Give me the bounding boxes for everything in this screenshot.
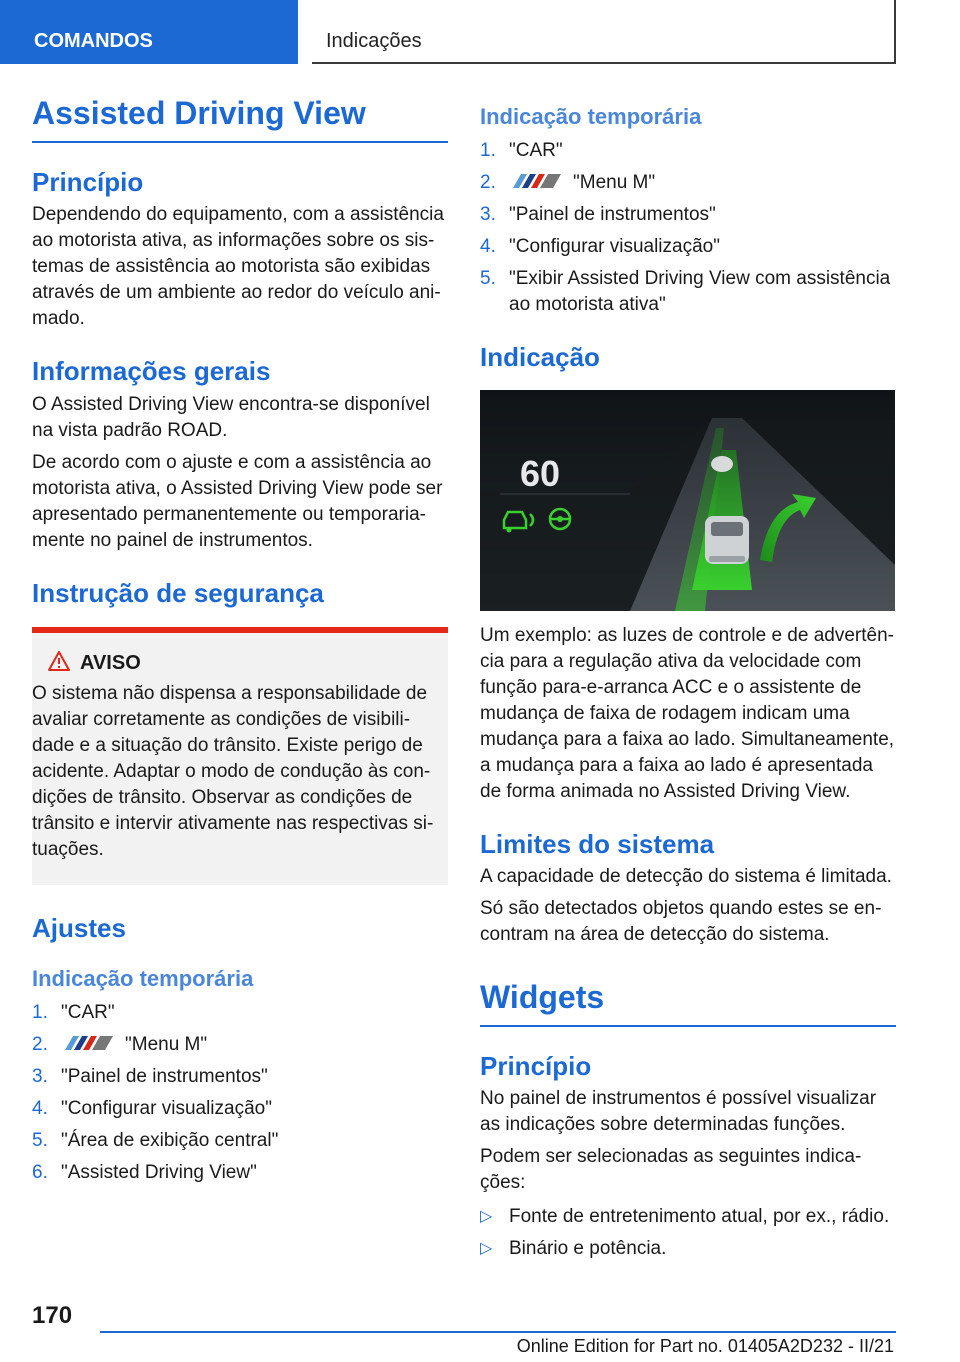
temp-steps [480,138,896,318]
bmw-m-logo-icon [61,1035,117,1051]
right-column [480,104,896,1268]
step-text: "Assisted Driving View" [61,1162,257,1184]
widgets-text-2: Podem ser selecionadas as seguintes indicações: [480,1146,862,1194]
step-number: 1. [32,1002,48,1024]
gerais-heading: Informações gerais [32,356,271,387]
step-number: 3. [32,1066,48,1088]
step-text: "CAR" [509,140,563,162]
step-text [509,170,655,196]
step-text: "Configurar visualização" [509,236,720,258]
step-item [32,1032,448,1058]
step-text: "CAR" [61,1002,115,1024]
step-text: "Painel de instrumentos" [509,204,716,226]
chapter-tab: Indicações [312,0,896,64]
list-item-text: Binário e potência. [509,1238,667,1260]
limites-text-1: A capacidade de detecção do sistema é limitada. [480,865,892,887]
seguranca-heading: Instrução de segurança [32,577,324,608]
step-item [32,1064,448,1090]
page-title: Assisted Driving View [32,96,448,143]
step-number: 5. [480,268,496,290]
ajustes-heading: Ajustes [32,912,126,943]
warning-label: AVISO [80,652,141,675]
left-column [32,96,448,1192]
bullet-triangle-icon: ▷ [480,1208,493,1226]
warning-text: O sistema não dispensa a responsabilidade de avaliar corretamente as condições de visibilidade e a situação do trânsito. Existe perigo de acidente. Adaptar o modo de condução às condições de trânsito. Observar as condições de trânsito e intervir ativamente nas respectivas situações. [32,682,434,860]
warning-header [32,651,448,677]
step-item [480,266,896,318]
step-text: "Exibir Assisted Driving View com assistência ao motorista ativa" [509,268,891,316]
principio-heading: Princípio [32,167,144,198]
step-number: 5. [32,1130,48,1152]
list-item [480,1236,896,1262]
display-caption: Um exemplo: as luzes de controle e de advertência para a regulação ativa da velocidade com função para-e-arranca ACC e o assistente de mudança de faixa de rodagem indicam uma mudança para a faixa ao lado. Simultaneamente, a mudança para a faixa ao lado é apresentada de forma animada no Assisted Driving View. [480,624,895,802]
edition-note: Online Edition for Part no. 01405A2D232 - II/21 [516,1336,894,1356]
speed-readout: 60 [520,452,561,494]
page-number: 170 [32,1302,73,1329]
step-item [32,1160,448,1186]
widgets-title: Widgets [480,980,896,1027]
widgets-text-1: No painel de instrumentos é possível visualizar as indicações sobre determinadas funções. [480,1088,877,1136]
bullet-triangle-icon: ▷ [480,1240,493,1258]
bmw-m-logo-icon [509,173,565,189]
step-number: 2. [32,1034,48,1056]
limites-heading: Limites do sistema [480,828,715,859]
step-item [32,1128,448,1154]
step-number: 1. [480,140,496,162]
step-text: "Configurar visualização" [61,1098,272,1120]
warning-triangle-icon [32,651,80,677]
widgets-principio-heading: Princípio [480,1050,592,1081]
section-tab: COMANDOS [0,0,298,64]
gerais-text-1: O Assisted Driving View encontra-se disponível na vista padrão ROAD. [32,393,430,441]
footer-rule [100,1331,896,1333]
limites-text-2: Só são detectados objetos quando estes se encontram na área de detecção do sistema. [480,897,882,945]
step-number: 2. [480,172,496,194]
assisted-driving-display [480,390,895,611]
principio-text: Dependendo do equipamento, com a assistência ao motorista ativa, as informações sobre os sistemas de assistência ao motorista são exibidas através de um ambiente ao redor do veículo animado. [32,204,444,330]
indicacao-heading: Indicação [480,342,600,373]
step-item [32,1096,448,1122]
ajustes-subheading: Indicação temporária [32,965,254,991]
step-number: 4. [480,236,496,258]
step-item [480,138,896,164]
gerais-text-2: De acordo com o ajuste e com a assistência ao motorista ativa, o Assisted Driving View pode ser apresentado permanentemente ou temporariamente no painel de instrumentos. [32,451,443,551]
step-item [480,234,896,260]
step-text [61,1032,207,1058]
step-item [480,202,896,228]
list-item [480,1204,896,1230]
temp-heading: Indicação temporária [480,104,702,129]
step-item [480,170,896,196]
step-number: 3. [480,204,496,226]
lead-vehicle [711,456,733,472]
warning-box [32,627,448,885]
step-label: "Menu M" [573,172,656,194]
step-number: 6. [32,1162,48,1184]
widgets-list [480,1204,896,1262]
step-label: "Menu M" [125,1034,208,1056]
step-text: "Área de exibição central" [61,1130,279,1152]
step-number: 4. [32,1098,48,1120]
ajustes-steps [32,1000,448,1186]
step-item [32,1000,448,1026]
list-item-text: Fonte de entretenimento atual, por ex., rádio. [509,1206,890,1228]
step-text: "Painel de instrumentos" [61,1066,268,1088]
